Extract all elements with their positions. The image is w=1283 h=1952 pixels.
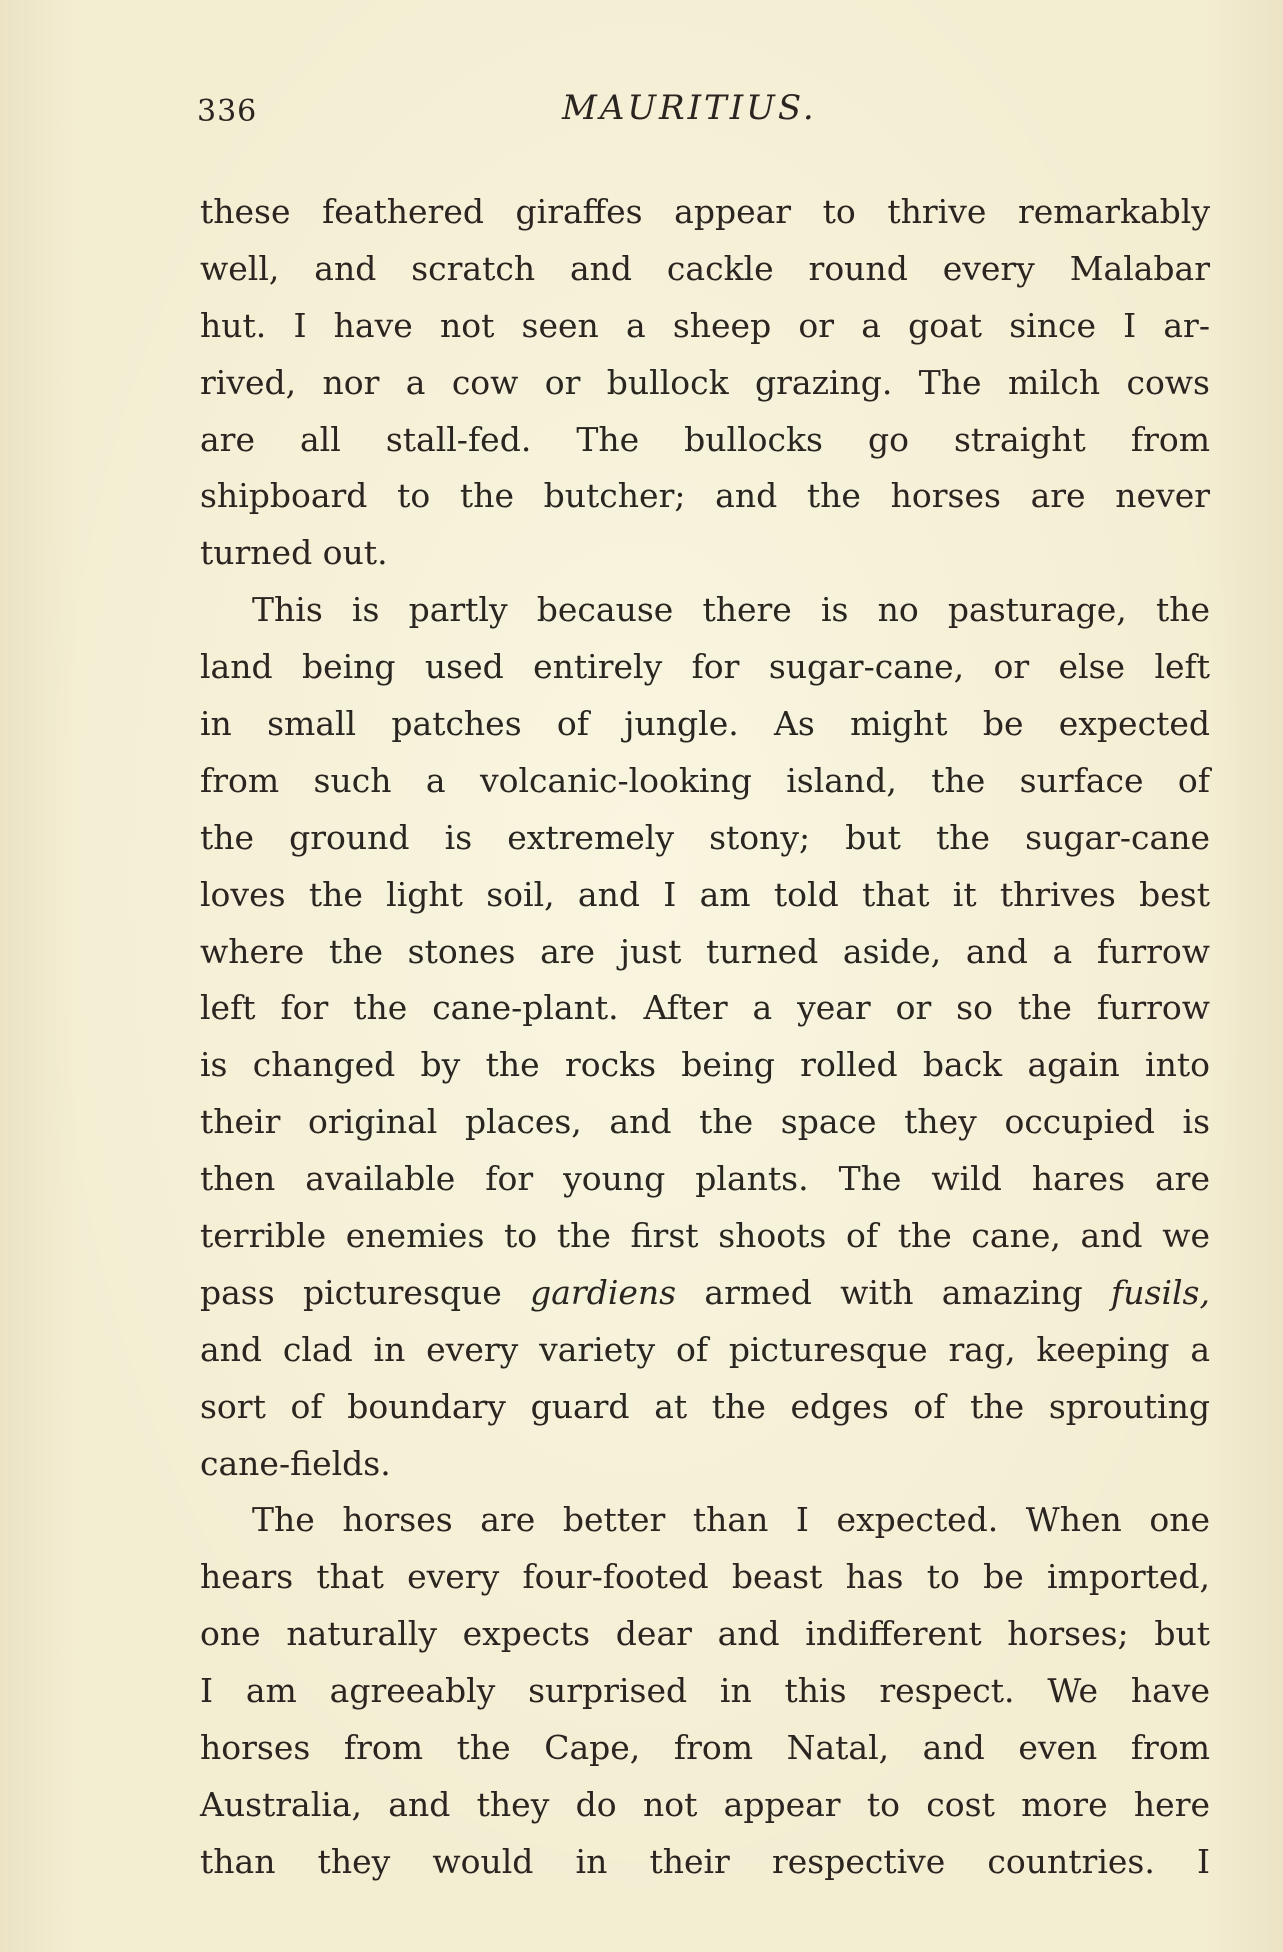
text-line: sort of boundary guard at the edges of the sprouting	[200, 1386, 1210, 1426]
paragraph	[200, 184, 1210, 582]
text-line: shipboard to the butcher; and the horses are never	[200, 476, 1210, 516]
text-line: the ground is extremely stony; but the sugar-cane	[200, 817, 1210, 857]
page-number: 336	[197, 94, 258, 129]
paragraph	[200, 1492, 1210, 1890]
text-line: these feathered giraffes appear to thrive remarkably	[200, 192, 1210, 231]
italic-word: fusils,	[1111, 1272, 1210, 1312]
text-line: their original places, and the space they occupied is	[200, 1102, 1210, 1142]
text-line: cane-fields.	[200, 1443, 391, 1483]
text-line	[200, 1265, 1210, 1322]
text-line: rived, nor a cow or bullock grazing. The milch cows	[200, 362, 1210, 402]
text-segment: pass picturesque	[200, 1272, 531, 1312]
text-line: land being used entirely for sugar-cane, or else left	[200, 647, 1210, 687]
text-line: turned out.	[200, 533, 388, 573]
text-line: I am agreeably surprised in this respect. We have	[200, 1671, 1210, 1711]
text-line: from such a volcanic-looking island, the surface of	[200, 760, 1210, 800]
running-head: MAURITIUS.	[562, 88, 817, 128]
paragraph	[200, 582, 1210, 1492]
italic-word: gardiens	[530, 1272, 677, 1312]
text-line: Australia, and they do not appear to cost more here	[200, 1784, 1210, 1824]
text-line: where the stones are just turned aside, and a furrow	[200, 931, 1210, 971]
text-line: hears that every four-footed beast has to be imported,	[200, 1557, 1210, 1597]
text-line: and clad in every variety of picturesque rag, keeping a	[200, 1329, 1210, 1369]
text-line: terrible enemies to the first shoots of the cane, and we	[200, 1216, 1210, 1256]
text-line: one naturally expects dear and indifferent horses; but	[200, 1614, 1210, 1654]
text-line: well, and scratch and cackle round every Malabar	[200, 248, 1210, 288]
text-segment: armed with amazing	[676, 1272, 1112, 1312]
text-line: left for the cane-plant. After a year or so the furrow	[200, 988, 1210, 1028]
text-line: The horses are better than I expected. When one	[252, 1500, 1210, 1540]
text-line: loves the light soil, and I am told that it thrives best	[200, 874, 1210, 914]
text-line: This is partly because there is no pasturage, the	[252, 590, 1210, 630]
text-line: in small patches of jungle. As might be expected	[200, 704, 1210, 744]
body-text	[200, 184, 1210, 1891]
text-line: hut. I have not seen a sheep or a goat since I ar-	[200, 305, 1210, 345]
text-line: are all stall-fed. The bullocks go straight from	[200, 419, 1210, 459]
text-line: than they would in their respective countries. I	[200, 1841, 1210, 1881]
text-line: horses from the Cape, from Natal, and even from	[200, 1728, 1210, 1768]
text-line: is changed by the rocks being rolled back again into	[200, 1045, 1210, 1085]
page-header	[197, 88, 1077, 138]
text-line: then available for young plants. The wild hares are	[200, 1159, 1210, 1199]
